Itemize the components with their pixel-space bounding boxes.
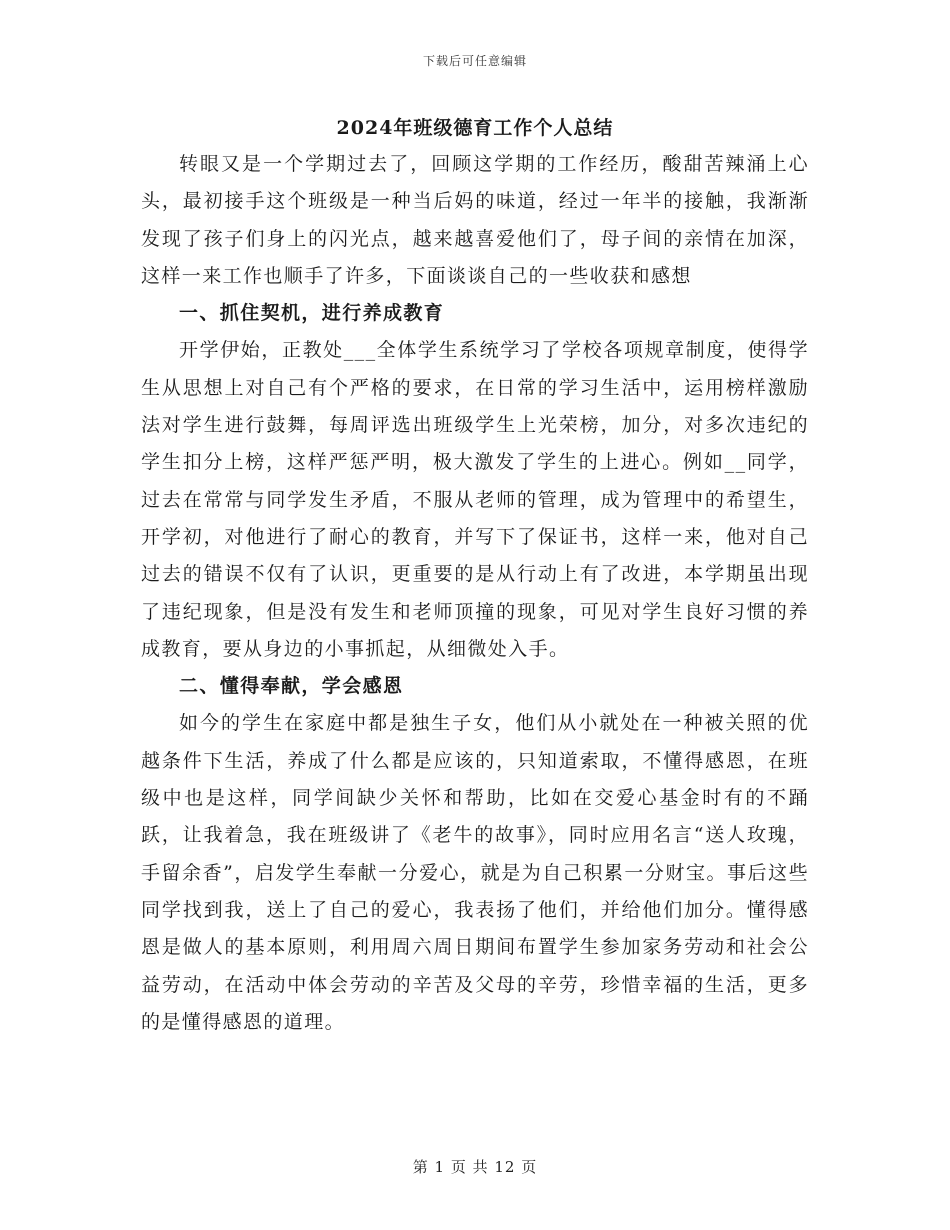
intro-paragraph: 转眼又是一个学期过去了，回顾这学期的工作经历，酸甜苦辣涌上心头，最初接手这个班级是一种当后妈的味道，经过一年半的接触，我渐渐发现了孩子们身上的闪光点，越来越喜爱他们了，母子间的亲情在加深，这样一来工作也顺手了许多，下面谈谈自己的一些收获和感想: [141, 153, 809, 287]
page-footer: 第 1 页 共 12 页: [412, 1158, 538, 1176]
section-heading-2: 二、懂得奉献，学会感恩: [179, 675, 404, 698]
section-body-1: 开学伊始，正教处___全体学生系统学习了学校各项规章制度，使得学生从思想上对自己有个严格的要求，在日常的学习生活中，运用榜样激励法对学生进行鼓舞，每周评选出班级学生上光荣榜，加分，对多次违纪的学生扣分上榜，这样严惩严明，极大激发了学生的上进心。例如__同学，过去在常常与同学发生矛盾，不服从老师的管理，成为管理中的希望生，开学初，对他进行了耐心的教育，并写下了保证书，这样一来，他对自己过去的错误不仅有了认识，更重要的是从行动上有了改进，本学期虽出现了违纪现象，但是没有发生和老师顶撞的现象，可见对学生良好习惯的养成教育，要从身边的小事抓起，从细微处入手。: [141, 339, 809, 660]
section-heading-1: 一、抓住契机，进行养成教育: [179, 302, 445, 325]
page-header: 下载后可任意编辑: [422, 54, 527, 68]
document-title: 2024年班级德育工作个人总结: [336, 117, 614, 139]
document-body: [141, 112, 809, 1041]
section-body-2: 如今的学生在家庭中都是独生子女，他们从小就处在一种被关照的优越条件下生活，养成了什么都是应该的，只知道索取，不懂得感恩，在班级中也是这样，同学间缺少关怀和帮助，比如在交爱心基金时有的不踊跃，让我着急，我在班级讲了《老牛的故事》，同时应用名言“送人玫瑰，手留余香”，启发学生奉献一分爱心，就是为自己积累一分财宝。事后这些同学找到我，送上了自己的爱心，我表扬了他们，并给他们加分。懂得感恩是做人的基本原则，利用周六周日期间布置学生参加家务劳动和社会公益劳动，在活动中体会劳动的辛苦及父母的辛劳，珍惜幸福的生活，更多的是懂得感恩的道理。: [141, 712, 809, 1033]
